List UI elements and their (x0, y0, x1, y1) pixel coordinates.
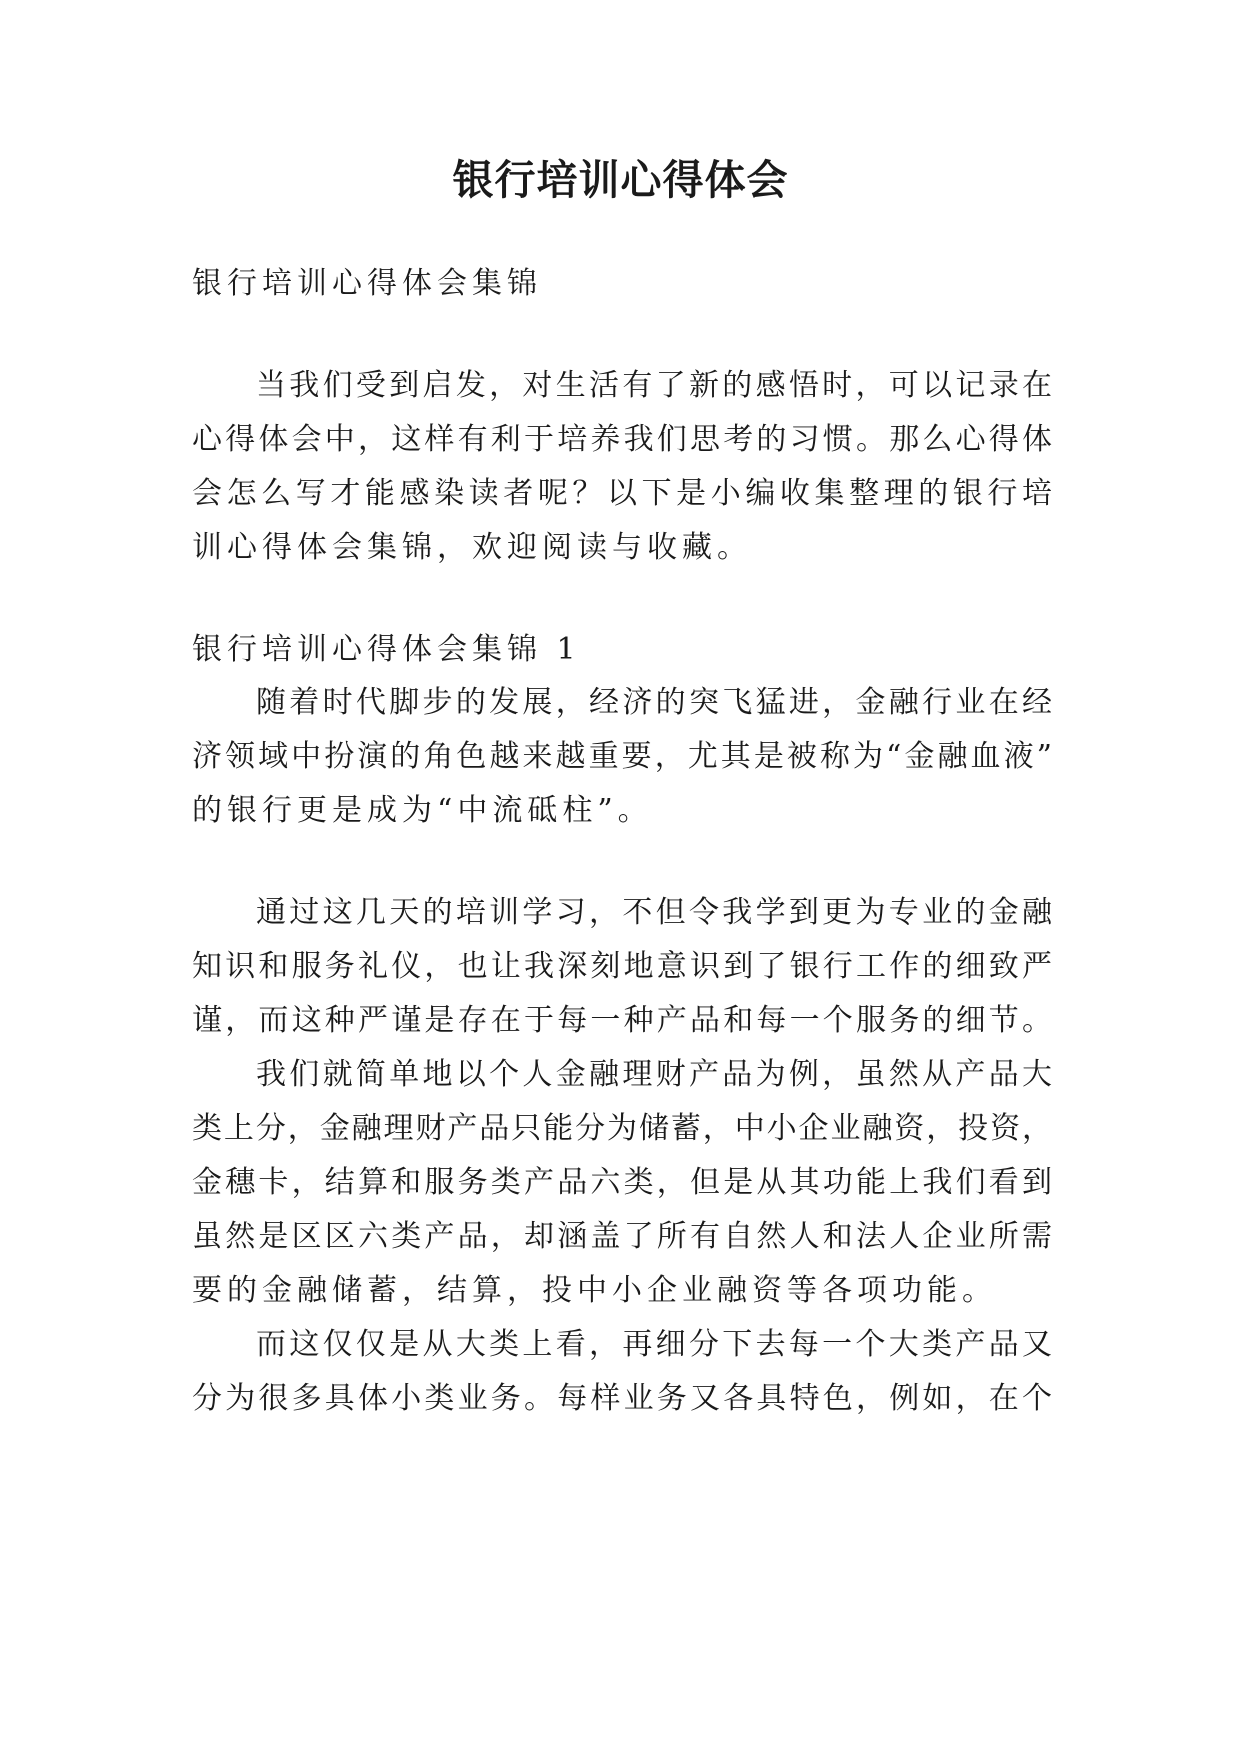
text-line: 类上分，金融理财产品只能分为储蓄，中小企业融资，投资， (192, 1111, 1052, 1146)
text-line: 通过这几天的培训学习，不但令我学到更为专业的金融 (256, 895, 1052, 930)
text-line: 我们就简单地以个人金融理财产品为例，虽然从产品大 (256, 1057, 1052, 1092)
text-line: 随着时代脚步的发展，经济的突飞猛进，金融行业在经 (256, 685, 1052, 720)
text-line: 分为很多具体小类业务。每样业务又各具特色，例如，在个 (192, 1381, 1052, 1416)
document-title: 银行培训心得体会 (452, 156, 789, 204)
text-line: 金穗卡，结算和服务类产品六类，但是从其功能上我们看到 (192, 1165, 1052, 1200)
text-line: 要的金融储蓄，结算，投中小企业融资等各项功能。 (192, 1273, 997, 1308)
section-heading: 银行培训心得体会集锦 1 (192, 632, 581, 667)
text-line: 心得体会中，这样有利于培养我们思考的习惯。那么心得体 (192, 422, 1052, 457)
text-line: 济领域中扮演的角色越来越重要，尤其是被称为“金融血液” (192, 739, 1052, 774)
text-line: 知识和服务礼仪，也让我深刻地意识到了银行工作的细致严 (192, 949, 1052, 984)
text-line: 会怎么写才能感染读者呢？以下是小编收集整理的银行培 (192, 476, 1052, 511)
text-line: 的银行更是成为“中流砥柱”。 (192, 793, 653, 828)
text-line: 虽然是区区六类产品，却涵盖了所有自然人和法人企业所需 (192, 1219, 1052, 1254)
text-line: 而这仅仅是从大类上看，再细分下去每一个大类产品又 (256, 1327, 1052, 1362)
text-line: 训心得体会集锦，欢迎阅读与收藏。 (192, 530, 752, 565)
text-line: 当我们受到启发，对生活有了新的感悟时，可以记录在 (256, 368, 1052, 403)
document-subtitle: 银行培训心得体会集锦 (192, 266, 542, 301)
text-line: 谨，而这种严谨是存在于每一种产品和每一个服务的细节。 (192, 1003, 1052, 1038)
